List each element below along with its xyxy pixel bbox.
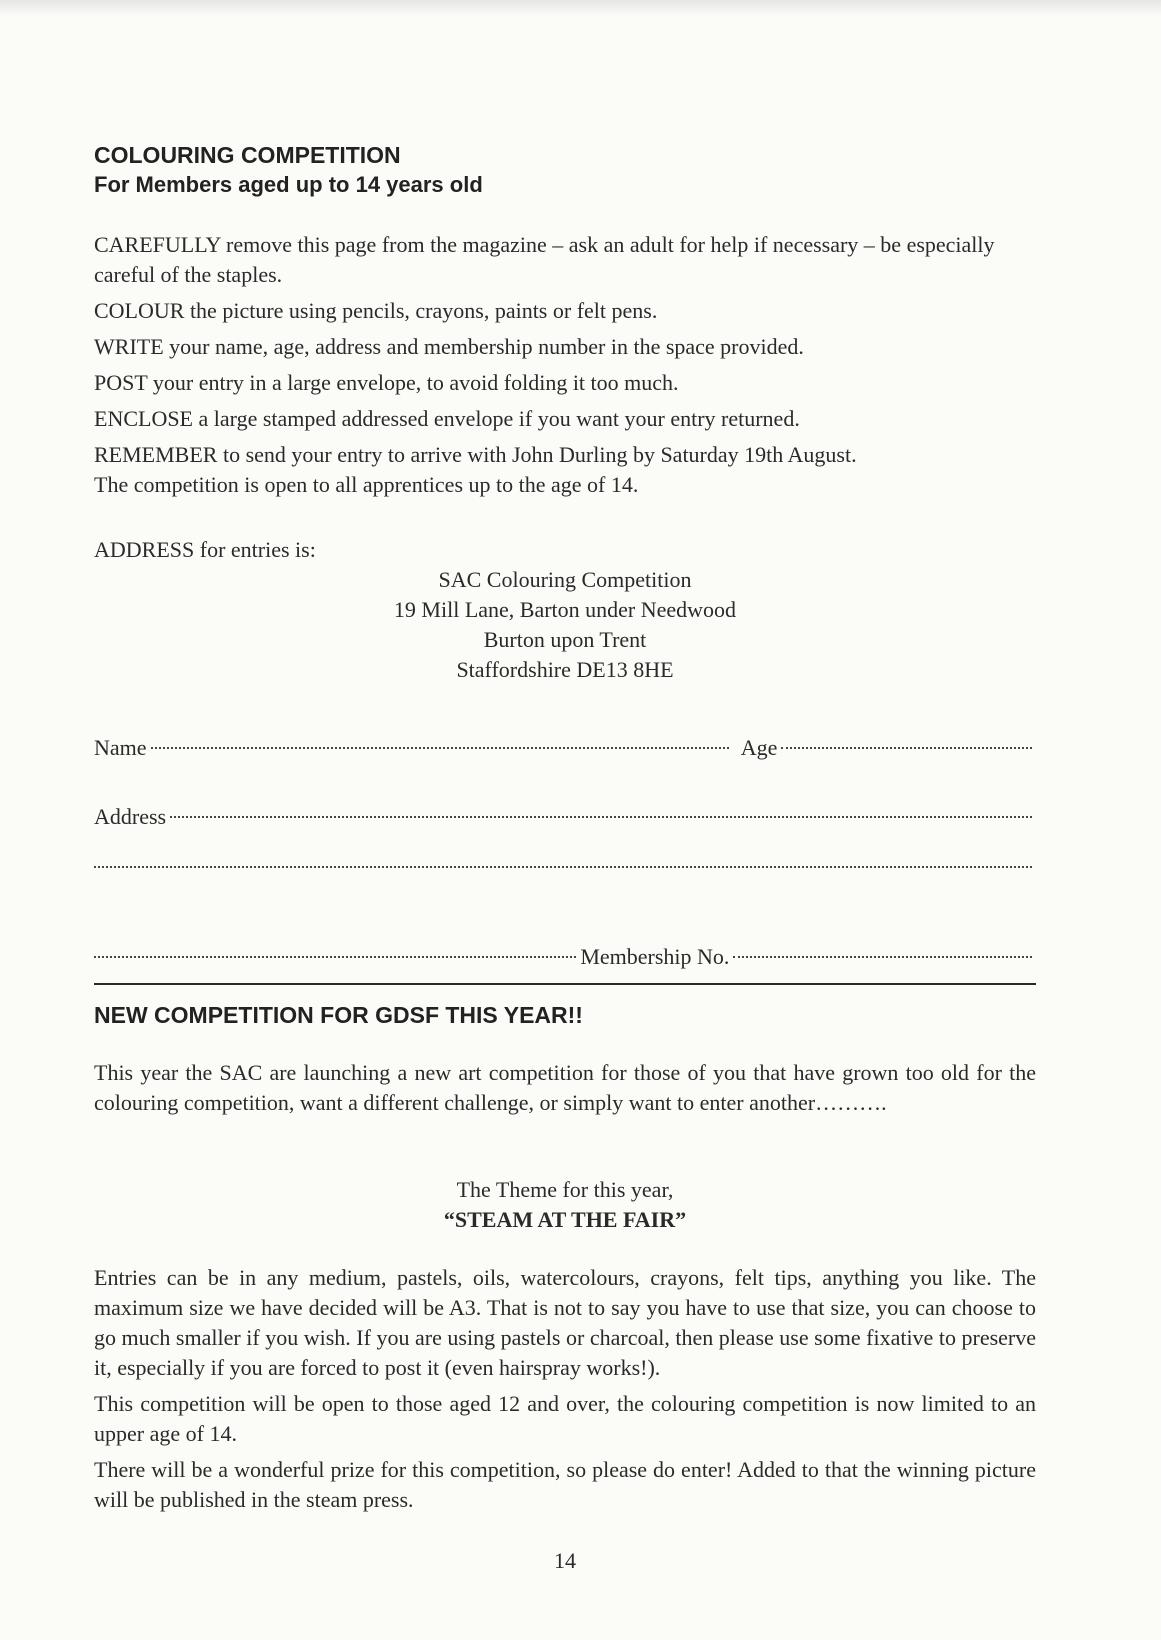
page-footer — [94, 1546, 1036, 1576]
address-row-2 — [94, 872, 1036, 874]
new-competition-intro-text: This year the SAC are launching a new art competition for those of you that have grown too old for the colouring competition, want a different challenge, or simply want to enter another………. — [94, 1060, 1036, 1115]
new-competition-intro — [94, 1058, 1036, 1118]
instruction-post: POST your entry in a large envelope, to avoid folding it too much. — [94, 370, 679, 395]
age-field[interactable] — [781, 747, 1032, 749]
instruction-remember: REMEMBER to send your entry to arrive with John Durling by Saturday 19th August. — [94, 442, 857, 467]
address-line: Staffordshire DE13 8HE — [456, 657, 674, 682]
instruction-enclose: ENCLOSE a large stamped addressed envelope if you want your entry returned. — [94, 406, 800, 431]
instructions-block — [94, 230, 1036, 500]
details-paragraph: Entries can be in any medium, pastels, oils, watercolours, crayons, felt tips, anything you like. The maximum size we have decided will be A3. That is not to say you have to use that size, you can choose to go much smaller if you wish. If you are using pastels or charcoal, then please use some fixative to preserve it, especially if you are forced to post it (even hairspray works!). — [94, 1265, 1036, 1380]
name-label: Name — [94, 735, 147, 760]
address-line: SAC Colouring Competition — [438, 567, 692, 592]
age-label: Age — [740, 735, 778, 760]
address-intro: ADDRESS for entries is: — [94, 537, 316, 562]
colouring-subtitle: For Members aged up to 14 years old — [94, 172, 483, 197]
instruction-colour: COLOUR the picture using pencils, crayons, paints or felt pens. — [94, 298, 658, 323]
address-label: Address — [94, 804, 167, 829]
name-field[interactable] — [151, 747, 729, 749]
section-divider — [94, 983, 1036, 985]
address-block — [94, 535, 1036, 685]
details-paragraph: There will be a wonderful prize for this competition, so please do enter! Added to that the winning picture will be published in the steam press. — [94, 1457, 1036, 1512]
competition-details — [94, 1263, 1036, 1515]
name-age-row — [94, 733, 1036, 763]
theme-block — [94, 1175, 1036, 1235]
address-field-line-3[interactable] — [94, 956, 576, 958]
colouring-header — [94, 140, 1036, 200]
theme-title: “STEAM AT THE FAIR” — [443, 1207, 687, 1232]
membership-row — [94, 942, 1036, 972]
instruction-open-to: The competition is open to all apprentices up to the age of 14. — [94, 472, 639, 497]
postal-address — [94, 565, 1036, 685]
page-top-edge — [0, 0, 1161, 16]
address-row — [94, 802, 1036, 832]
address-line: 19 Mill Lane, Barton under Needwood — [393, 597, 737, 622]
address-field-line-2[interactable] — [94, 866, 1032, 868]
new-competition-header — [94, 1000, 1036, 1030]
membership-label: Membership No. — [580, 944, 730, 969]
page-number: 14 — [554, 1548, 576, 1573]
new-competition-title: NEW COMPETITION FOR GDSF THIS YEAR!! — [94, 1002, 583, 1028]
membership-number-field[interactable] — [733, 956, 1032, 958]
instruction-write: WRITE your name, age, address and membership number in the space provided. — [94, 334, 804, 359]
instruction-carefully: CAREFULLY remove this page from the magazine – ask an adult for help if necessary – be especially careful of the staples. — [94, 232, 995, 287]
details-paragraph: This competition will be open to those aged 12 and over, the colouring competition is now limited to an upper age of 14. — [94, 1391, 1036, 1446]
address-field[interactable] — [170, 816, 1032, 818]
colouring-title: COLOURING COMPETITION — [94, 142, 401, 168]
address-line: Burton upon Trent — [483, 627, 647, 652]
theme-intro: The Theme for this year, — [456, 1177, 674, 1202]
